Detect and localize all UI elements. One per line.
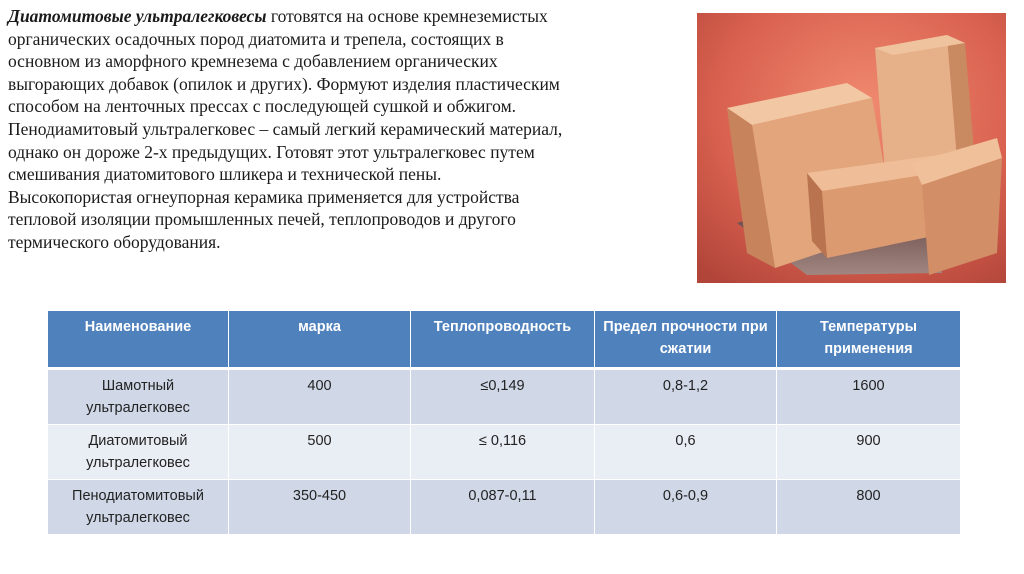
cell-grade: 350-450	[229, 480, 411, 535]
paragraph-line: Пенодиамитовый ультралегковес – самый легкий керамический материал,	[8, 118, 563, 139]
lead-term: Диатомитовые ультралегковесы	[8, 6, 267, 26]
table-header-row	[48, 311, 961, 369]
cell-conductivity: ≤ 0,116	[411, 425, 595, 480]
paragraph-line: смешивания диатомитового шликера и технической пены.	[8, 164, 442, 185]
header-name: Наименование	[48, 311, 229, 369]
cell-temperature: 900	[777, 425, 961, 480]
paragraph-line: Высокопористая огнеупорная керамика применяется для устройства	[8, 186, 520, 207]
cell-name: Шамотный ультралегковес	[48, 369, 229, 425]
cell-strength: 0,8-1,2	[595, 369, 777, 425]
header-temperature: Температуры применения	[777, 311, 961, 369]
table-row	[48, 425, 961, 480]
paragraph-line: органических осадочных пород диатомита и трепела, состоящих в	[8, 28, 504, 49]
properties-table	[47, 310, 961, 535]
cell-temperature: 800	[777, 480, 961, 535]
paragraph-line: тепловой изоляции промышленных печей, теплопроводов и другого	[8, 209, 516, 230]
description-paragraph	[8, 5, 688, 254]
paragraph-line: термического оборудования.	[8, 231, 221, 252]
paragraph-line: способом на ленточных прессах с последующей сушкой и обжигом.	[8, 96, 517, 117]
insulating-bricks-photo	[697, 13, 1006, 283]
cell-strength: 0,6-0,9	[595, 480, 777, 535]
cell-name: Пенодиатомитовый ультралегковес	[48, 480, 229, 535]
table-row	[48, 480, 961, 535]
paragraph-line: однако он дороже 2-х предыдущих. Готовят этот ультралегковес путем	[8, 141, 535, 162]
paragraph-line: основном из аморфного кремнезема с добавлением органических	[8, 51, 498, 72]
header-conductivity: Теплопроводность	[411, 311, 595, 369]
paragraph-line: Диатомитовые ультралегковесы готовятся на основе кремнеземистых	[8, 6, 548, 26]
cell-conductivity: ≤0,149	[411, 369, 595, 425]
cell-strength: 0,6	[595, 425, 777, 480]
cell-conductivity: 0,087-0,11	[411, 480, 595, 535]
cell-grade: 500	[229, 425, 411, 480]
paragraph-line: выгорающих добавок (опилок и других). Формуют изделия пластическим	[8, 73, 560, 94]
header-strength: Предел прочности при сжатии	[595, 311, 777, 369]
cell-name: Диатомитовый ультралегковес	[48, 425, 229, 480]
cell-grade: 400	[229, 369, 411, 425]
cell-temperature: 1600	[777, 369, 961, 425]
table-row	[48, 369, 961, 425]
header-grade: марка	[229, 311, 411, 369]
